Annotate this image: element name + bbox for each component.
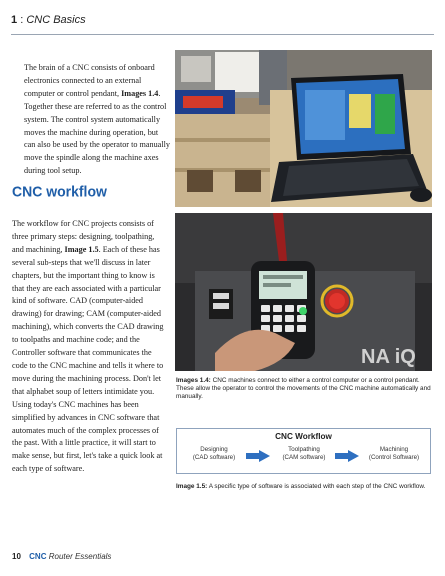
- laptop-photo-illustration: [175, 50, 432, 207]
- intro-paragraph: [24, 62, 170, 178]
- section-heading: CNC workflow: [12, 182, 107, 200]
- step-machining: [359, 446, 429, 462]
- workflow-paragraph: [12, 218, 168, 476]
- header-divider: [11, 34, 434, 35]
- step-name: Designing: [200, 446, 228, 453]
- page-footer: [12, 552, 111, 561]
- caption-label: Images 1.4:: [176, 377, 211, 384]
- image-reference: Images 1.4: [121, 88, 159, 98]
- image-reference: Image 1.5: [64, 244, 99, 254]
- caption-text: CNC machines connect to either a control computer or a control pendant. These allow the operator to control the movements of the CNC machine automatically and manually.: [176, 377, 431, 401]
- intro-text-start: The brain of a CNC consists of onboard electronics connected to an external computer or control pendant,: [24, 63, 155, 98]
- intro-text-end: . Together these are referred to as the control system. The control system automatically moves the machine during operation, but can also be used by the operator to manually move the spindle along the machine axes during tool setup.: [24, 88, 170, 176]
- machine-brand-text: NA iQ: [361, 346, 416, 368]
- workflow-diagram: [176, 428, 431, 474]
- caption-text: A specific type of software is associated with each step of the CNC workflow.: [207, 483, 426, 490]
- image-caption: [176, 377, 431, 402]
- image-caption: [176, 483, 431, 491]
- step-software: (CAD software): [192, 454, 236, 461]
- workflow-text-end: . Each of these has several sub-steps that we'll discuss in later chapters, but the important thing to know is that they are each associated with a particular kind of software. CAD (computer-aided drawing) for drawing; CAM (computer-aided machining), which converts the CAD drawing to toolpaths and machine code; and the Controller software that communicates the code to the CNC machine and tells it where to move during the machining process. Don't let that alphabet soup of letters intimidate you. Using today's CNC machines has been simplified by advances in CNC software that automates much of the complex processes of the past. With a little practice, it will start to make sense, but first, let's take a quick look at each type of software.: [12, 244, 164, 474]
- step-designing: [179, 446, 249, 462]
- step-toolpathing: [269, 446, 339, 462]
- chapter-number: 1: [11, 14, 18, 26]
- header-separator: :: [20, 14, 24, 26]
- page-number: 10: [12, 552, 21, 561]
- pendant-photo: [175, 213, 432, 371]
- pendant-photo-illustration: [175, 213, 432, 371]
- step-software: (CAM software): [282, 454, 326, 461]
- step-name: Toolpathing: [288, 446, 320, 453]
- footer-book-title: Router Essentials: [48, 552, 112, 561]
- chapter-title: CNC Basics: [26, 14, 86, 26]
- laptop-photo: [175, 50, 432, 207]
- step-software: (Control Software): [368, 454, 420, 461]
- arrow-right-icon: [335, 450, 359, 462]
- arrow-right-icon: [246, 450, 270, 462]
- running-header: [11, 14, 435, 34]
- footer-brand: CNC: [29, 552, 47, 561]
- step-name: Machining: [379, 446, 409, 453]
- caption-label: Image 1.5:: [176, 483, 208, 490]
- diagram-title: CNC Workflow: [275, 432, 332, 441]
- workflow-text-start: The workflow for CNC projects consists of three primary steps: designing, toolpathing, and machining,: [12, 219, 155, 254]
